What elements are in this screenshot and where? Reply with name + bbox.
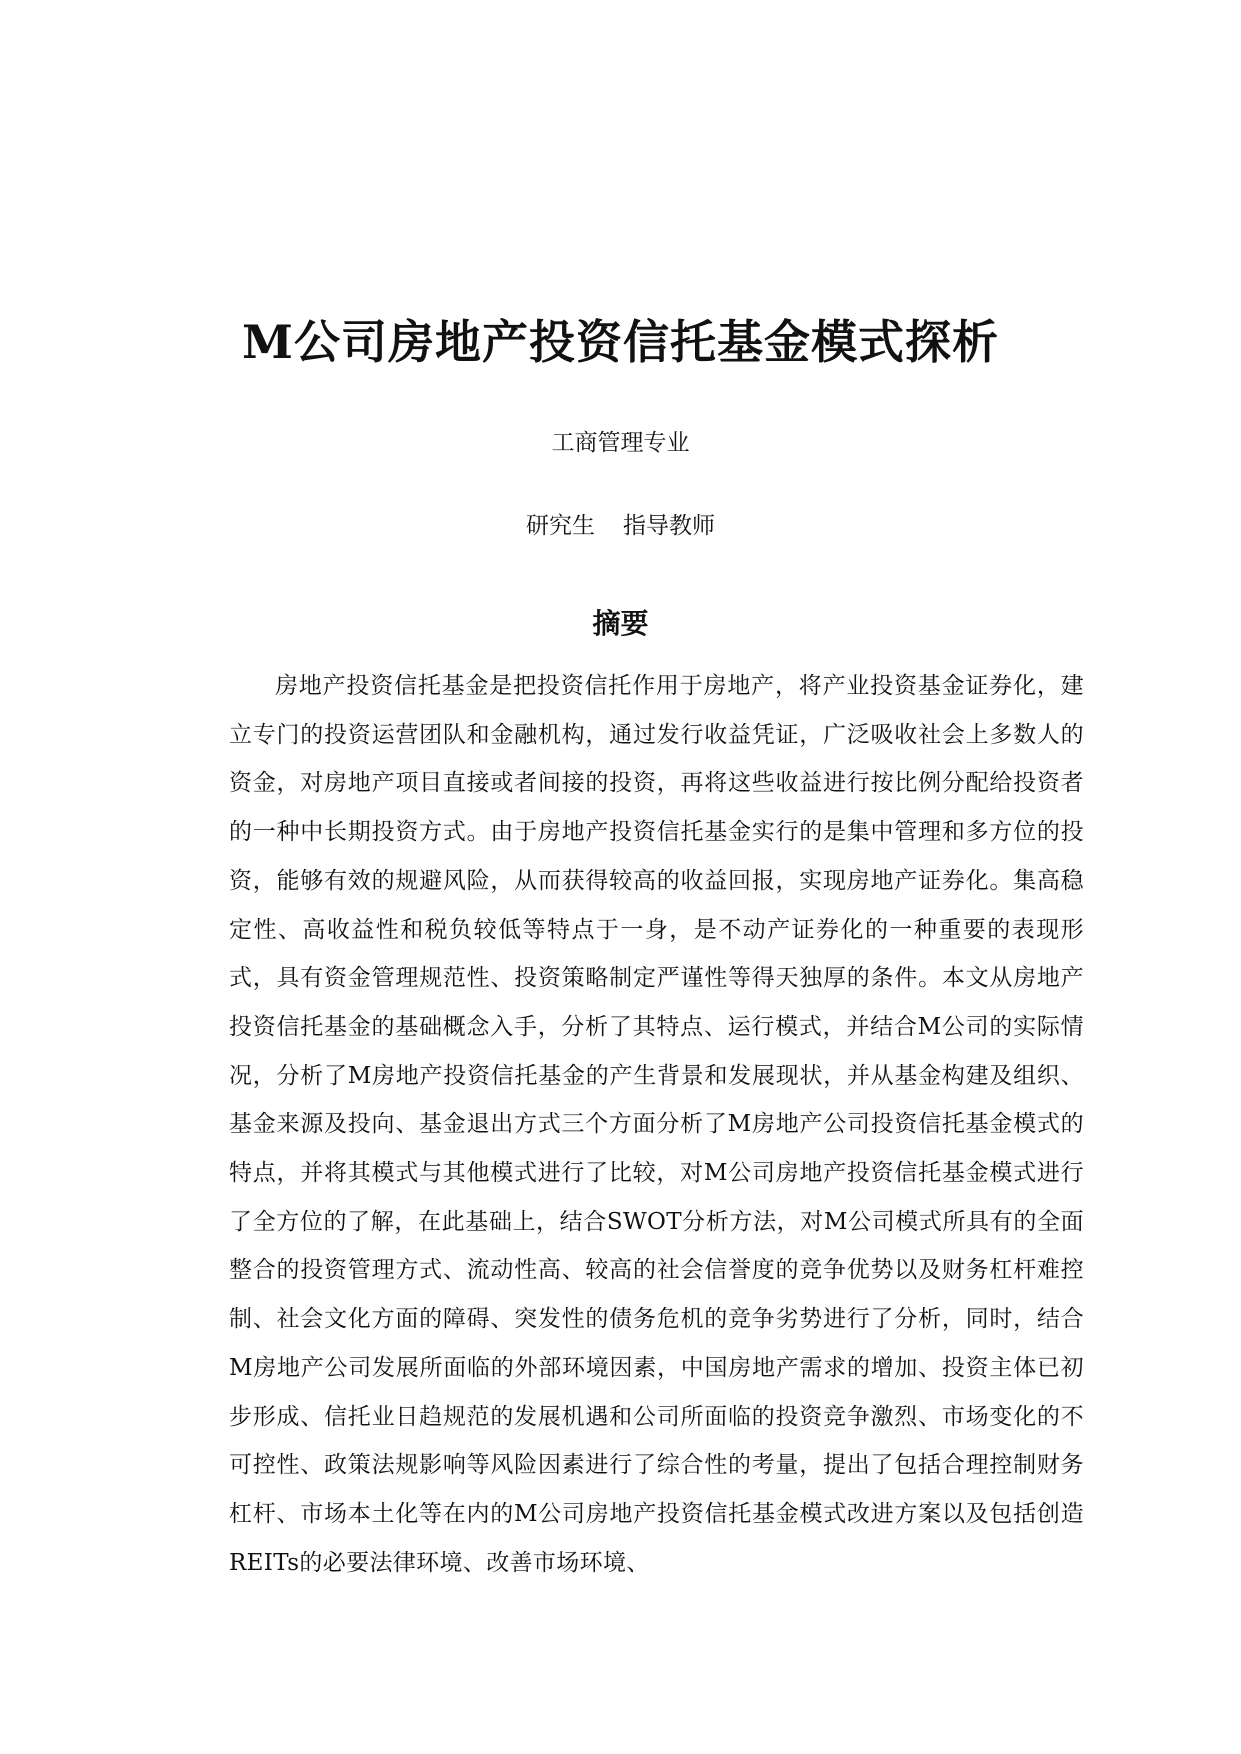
major-line: 工商管理专业 [551, 430, 690, 456]
paper-title: M公司房地产投资信托基金模式探析 [242, 315, 999, 369]
abstract-paragraph: 房地产投资信托基金是把投资信托作用于房地产，将产业投资基金证券化，建立专门的投资运营团队和金融机构，通过发行收益凭证，广泛吸收社会上多数人的资金，对房地产项目直接或者间接的投资，再将这些收益进行按比例分配给投资者的一种中长期投资方式。由于房地产投资信托基金实行的是集中管理和多方位的投资，能够有效的规避风险，从而获得较高的收益回报，实现房地产证券化。集高稳定性、高收益性和税负较低等特点于一身，是不动产证券化的一种重要的表现形式，具有资金管理规范性、投资策略制定严谨性等得天独厚的条件。本文从房地产投资信托基金的基础概念入手，分析了其特点、运行模式，并结合M公司的实际情况，分析了M房地产投资信托基金的产生背景和发展现状，并从基金构建及组织、基金来源及投向、基金退出方式三个方面分析了M房地产公司投资信托基金模式的特点，并将其模式与其他模式进行了比较，对M公司房地产投资信托基金模式进行了全方位的了解，在此基础上，结合SWOT分析方法，对M公司模式所具有的全面整合的投资管理方式、流动性高、较高的社会信誉度的竞争优势以及财务杠杆难控制、社会文化方面的障碍、突发性的债务危机的竞争劣势进行了分析，同时，结合M房地产公司发展所面临的外部环境因素，中国房地产需求的增加、投资主体已初步形成、信托业日趋规范的发展机遇和公司所面临的投资竞争激烈、市场变化的不可控性、政策法规影响等风险因素进行了综合性的考量，提出了包括合理控制财务杠杆、市场本土化等在内的M公司房地产投资信托基金模式改进方案以及包括创造REITs的必要法律环境、改善市场环境、 [229, 673, 1084, 1576]
author-role: 研究生 [526, 513, 595, 539]
advisor-role: 指导教师 [623, 513, 715, 539]
author-line [0, 510, 1241, 542]
abstract-heading: 摘要 [592, 607, 649, 640]
